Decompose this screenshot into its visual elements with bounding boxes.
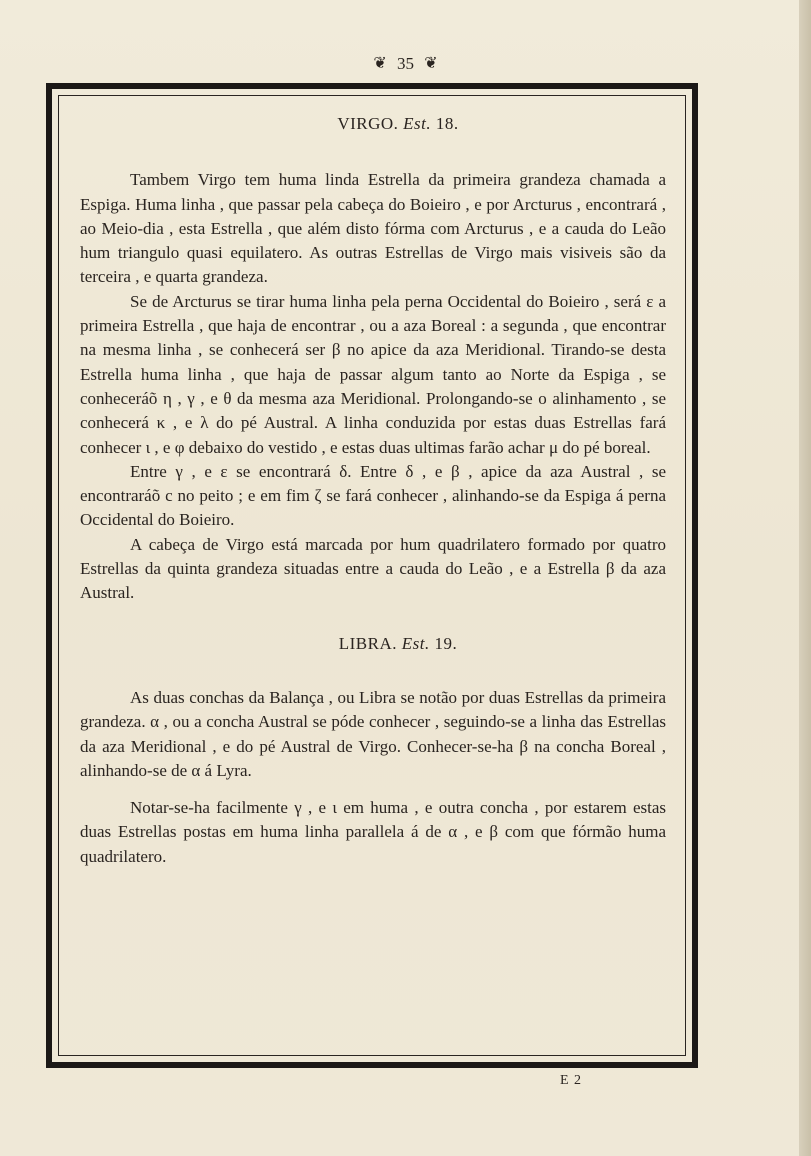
est-label: Est. bbox=[401, 633, 430, 653]
est-number: 19. bbox=[434, 633, 458, 653]
page-edge bbox=[799, 0, 811, 1156]
left-ornament-icon: ❦ bbox=[373, 55, 387, 72]
est-number: 18. bbox=[435, 114, 459, 133]
page-number: 35 bbox=[397, 54, 414, 73]
page-header bbox=[0, 54, 811, 82]
est-label: Est. bbox=[403, 114, 432, 133]
paragraph: Entre γ , e ε se encontrará δ. Entre δ , e β , apice da aza Austral , se encontraráõ c no peito ; e em fim ζ se fará conhecer , alinhando-se da Espiga á perna Occidental do Boieiro. bbox=[80, 461, 666, 530]
paragraph: Se de Arcturus se tirar huma linha pela perna Occidental do Boieiro , será ε a primeira Estrella , que haja de encontrar , ou a aza Boreal : a segunda , que encontrar na mesma linha , se conhecerá ser β no apice da aza Meridional. Tirando-se desta Estrella huma linha , que haja de passar algum tanto ao Norte da Espiga , se conheceráõ η , γ , e θ da mesma aza Meridional. Prolongando-se o alinhamento , se conhecerá κ , e λ do pé Austral. A linha conduzida por estas duas Estrellas fará conhecer ι , e φ debaixo do vestido , e estas duas ultimas farão achar μ do pé boreal. bbox=[80, 291, 666, 457]
paragraph: Notar-se-ha facilmente γ , e ι em huma , e outra concha , por estarem estas duas Estrellas postas em huma linha parallela á de α , e β com que fórmão huma quadrilatero. bbox=[80, 798, 666, 866]
paragraph: Tambem Virgo tem huma linda Estrella da primeira grandeza chamada a Espiga. Huma linha , que passar pela cabeça do Boieiro , e por Arcturus , encontrará , ao Meio-dia , esta Estrella , que além disto fórma com Arcturus , e a cauda do Leão hum triangulo quasi equilatero. As outras Estrellas de Virgo mais visiveis são da terceira , e quarta grandeza. bbox=[80, 170, 666, 287]
section-title-text: LIBRA. bbox=[338, 633, 397, 653]
paragraph: As duas conchas da Balança , ou Libra se notão por duas Estrellas da primeira grandeza. α , ou a concha Austral se póde conhecer , seguindo-se a linha das Estrellas da aza Meridional , e do pé Austral de Virgo. Conhecer-se-ha β na concha Boreal , alinhando-se de α á Lyra. bbox=[80, 687, 666, 780]
section-title-virgo bbox=[80, 112, 666, 136]
section-title-text: VIRGO. bbox=[337, 114, 399, 133]
right-ornament-icon: ❦ bbox=[424, 55, 438, 72]
signature-mark: E 2 bbox=[560, 1073, 583, 1088]
paragraph: A cabeça de Virgo está marcada por hum quadrilatero formado por quatro Estrellas da quinta grandeza situadas entre a cauda do Leão , e a Estrella β da aza Austral. bbox=[80, 534, 666, 603]
page-content bbox=[80, 112, 666, 869]
section-title-libra bbox=[80, 632, 666, 656]
